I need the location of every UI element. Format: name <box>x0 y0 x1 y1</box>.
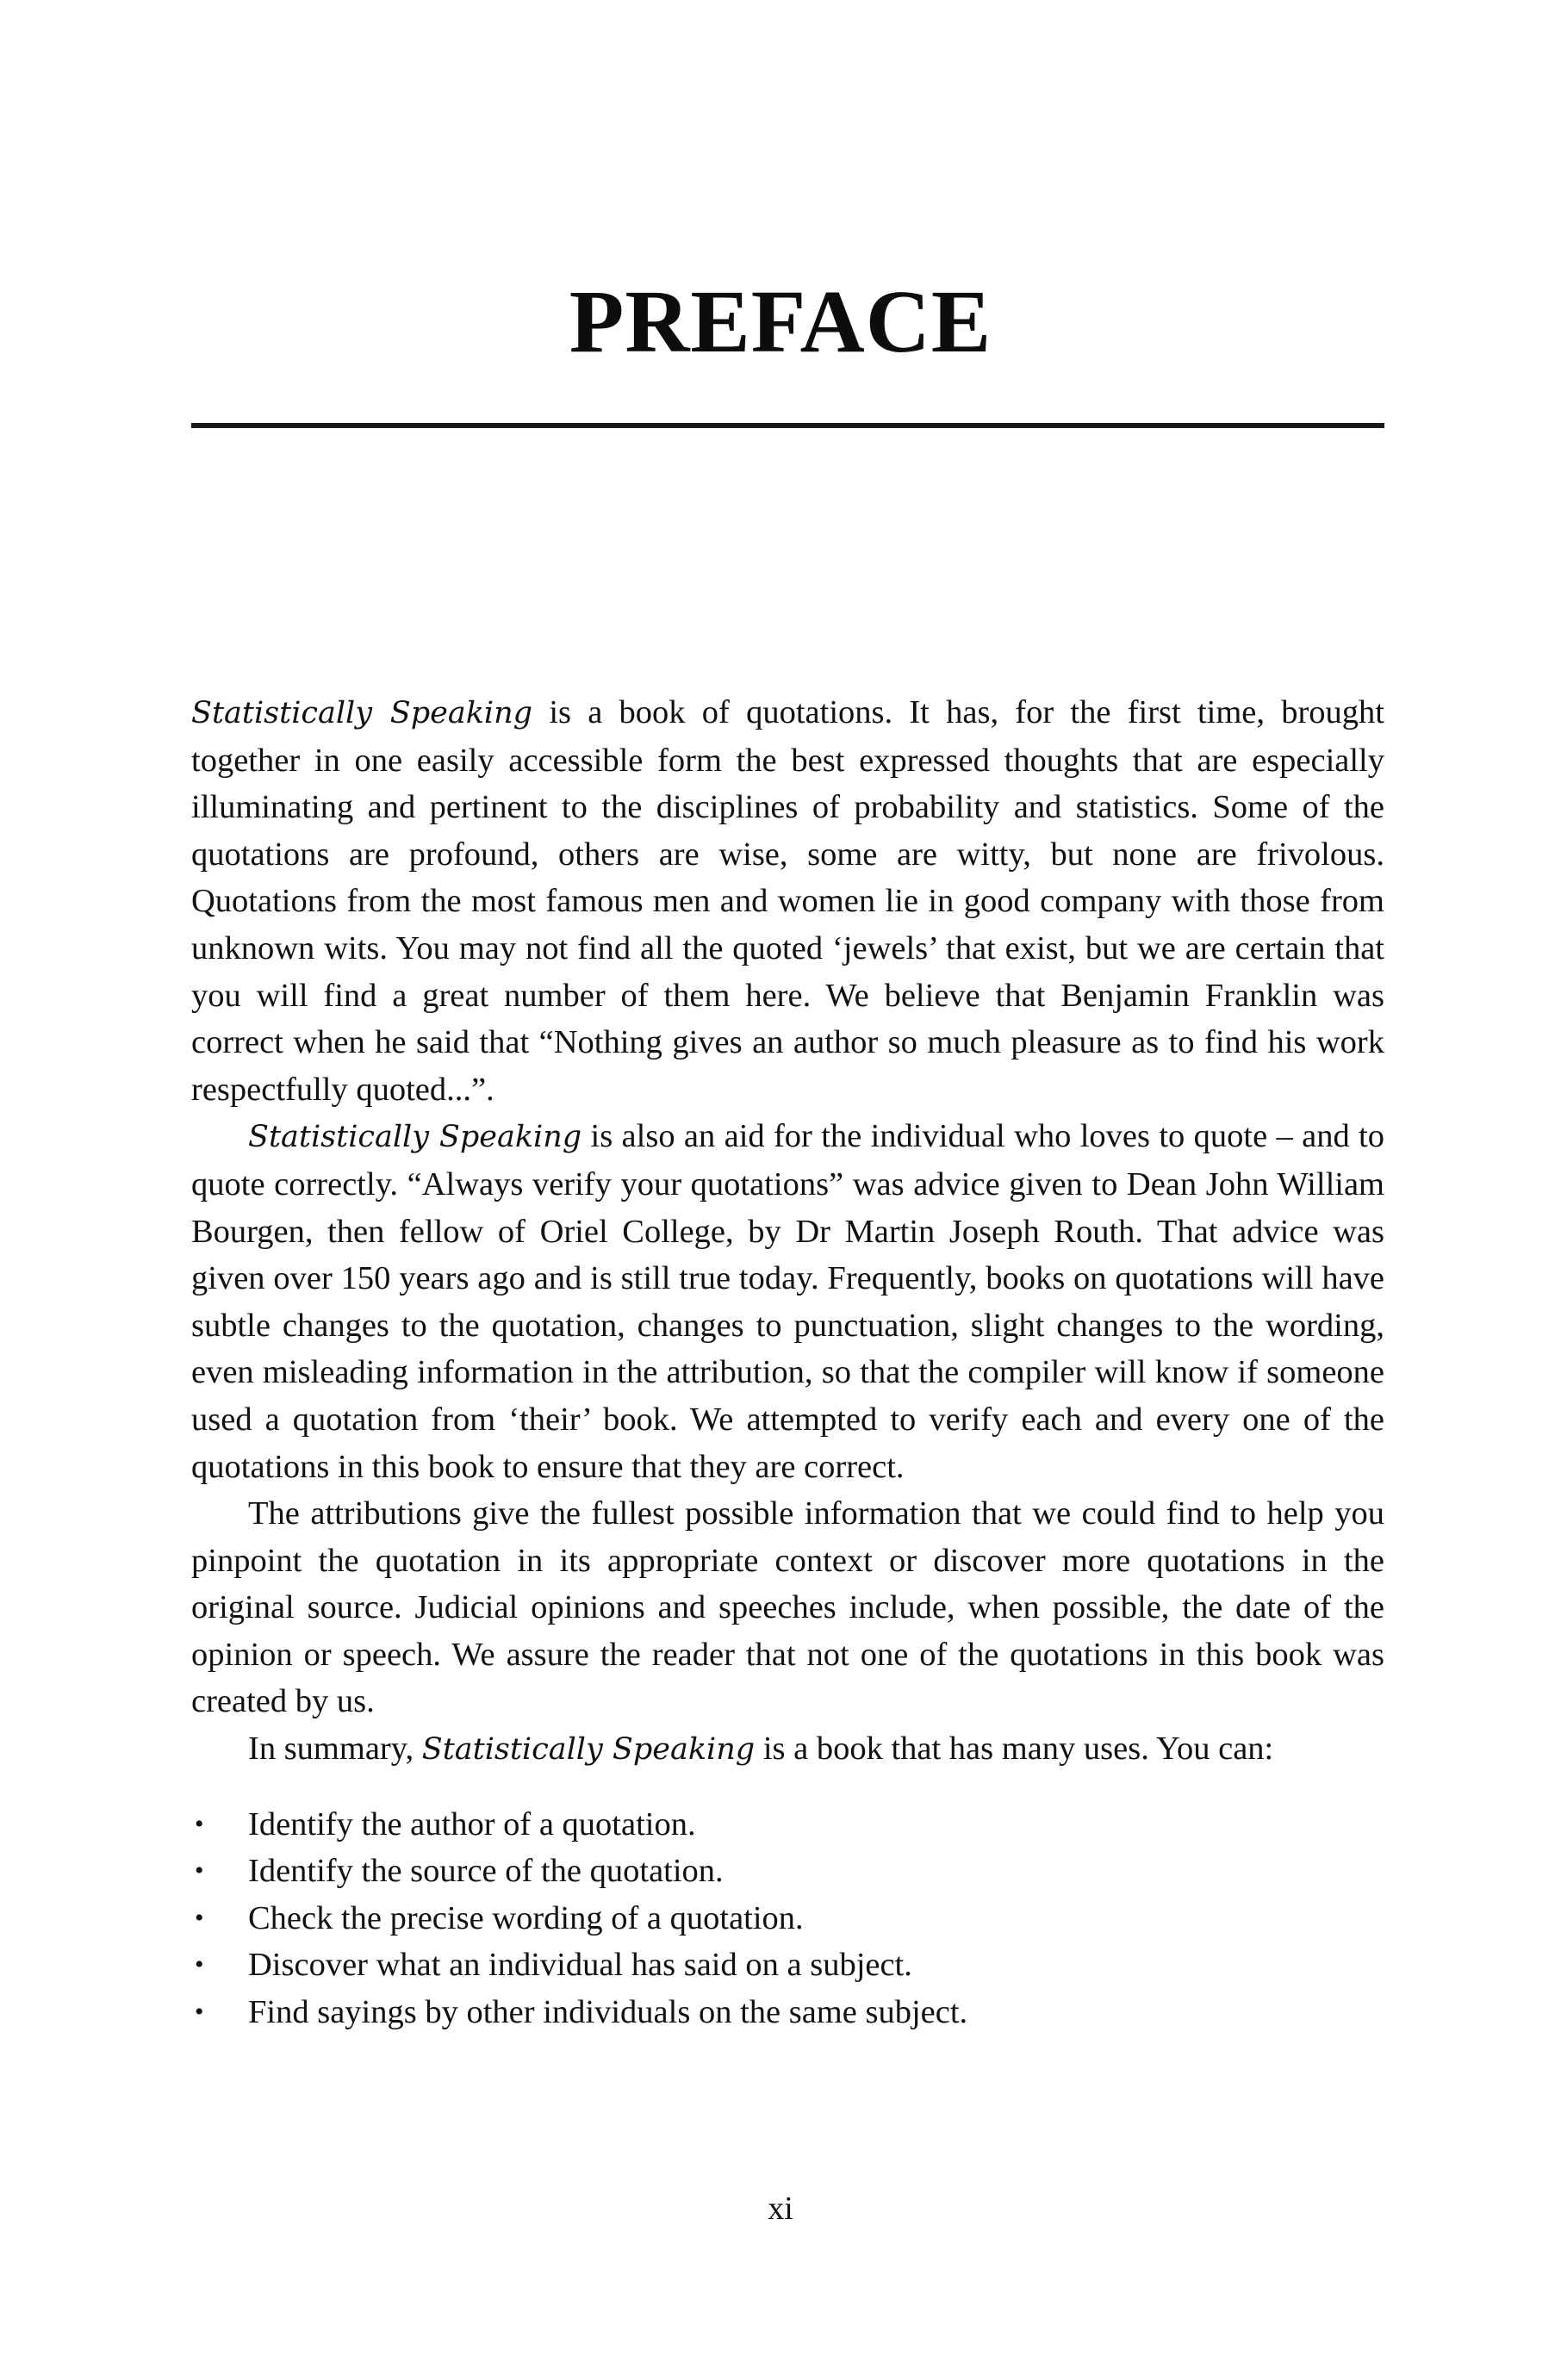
uses-list <box>191 1801 1384 2036</box>
paragraph-4-before: In summary, <box>248 1731 422 1768</box>
book-title-italic: Statistically Speaking <box>191 696 533 730</box>
paragraph-3-text: The attributions give the fullest possible information that we could find to help you pinpoint the quotation in its appropriate context or discover more quotations in the original source. Judicial opinions and speeches include, when possible, the date of the opinion or speech. We assure the reader that not one of the quotations in this book was created by us. <box>191 1495 1384 1720</box>
paragraph-4 <box>191 1725 1384 1774</box>
preface-body <box>191 689 1384 2036</box>
bullet-icon: • <box>195 1903 204 1932</box>
book-title-italic: Statistically Speaking <box>421 1732 756 1768</box>
page-number: xi <box>768 2190 793 2227</box>
page-title: PREFACE <box>569 272 992 371</box>
bullet-icon: • <box>195 1809 204 1838</box>
bullet-icon: • <box>195 1950 204 1979</box>
list-item <box>191 1989 1384 2036</box>
list-item-text: Discover what an individual has said on a subject. <box>248 1947 912 1984</box>
paragraph-1 <box>191 689 1384 1113</box>
paragraph-2 <box>191 1113 1384 1490</box>
title-rule <box>191 423 1384 428</box>
list-item <box>191 1942 1384 1989</box>
paragraph-1-text: is a book of quotations. It has, for the first time, brought together in one easily accessible form the best expressed thoughts that are especially illuminating and pertinent to the disciplines of probability and statistics. Some of the quotations are profound, others are wise, some are witty, but none are frivolous. Quotations from the most famous men and women lie in good company with those from unknown wits. You may not find all the quoted ‘jewels’ that exist, but we are certain that you will find a great number of them here. We believe that Benjamin Franklin was correct when he said that “Nothing gives an author so much pleasure as to find his work respectfully quoted...”. <box>191 694 1385 1108</box>
bullet-icon: • <box>195 1856 204 1886</box>
list-item-text: Find sayings by other individuals on the same subject. <box>248 1994 968 2031</box>
list-item <box>191 1848 1384 1895</box>
paragraph-3 <box>191 1490 1384 1725</box>
paragraph-4-after: is a book that has many uses. You can: <box>755 1731 1274 1768</box>
bullet-icon: • <box>195 1998 204 2027</box>
list-item-text: Check the precise wording of a quotation. <box>248 1899 804 1936</box>
list-item <box>191 1895 1384 1942</box>
list-item-text: Identify the author of a quotation. <box>248 1805 696 1842</box>
book-title-italic: Statistically Speaking <box>248 1120 582 1155</box>
paragraph-2-text: is also an aid for the individual who loves to quote – and to quote correctly. “Always verify your quotations” was advice given to Dean John William Bourgen, then fellow of Oriel College, by Dr Martin Joseph Routh. That advice was given over 150 years ago and is still true today. Frequently, books on quotations will have subtle changes to the quotation, changes to punctuation, slight changes to the wording, even misleading information in the attribution, so that the compiler will know if someone used a quotation from ‘their’ book. We attempted to verify each and every one of the quotations in this book to ensure that they are correct. <box>191 1118 1385 1485</box>
list-item-text: Identify the source of the quotation. <box>248 1853 724 1890</box>
list-item <box>191 1801 1384 1849</box>
